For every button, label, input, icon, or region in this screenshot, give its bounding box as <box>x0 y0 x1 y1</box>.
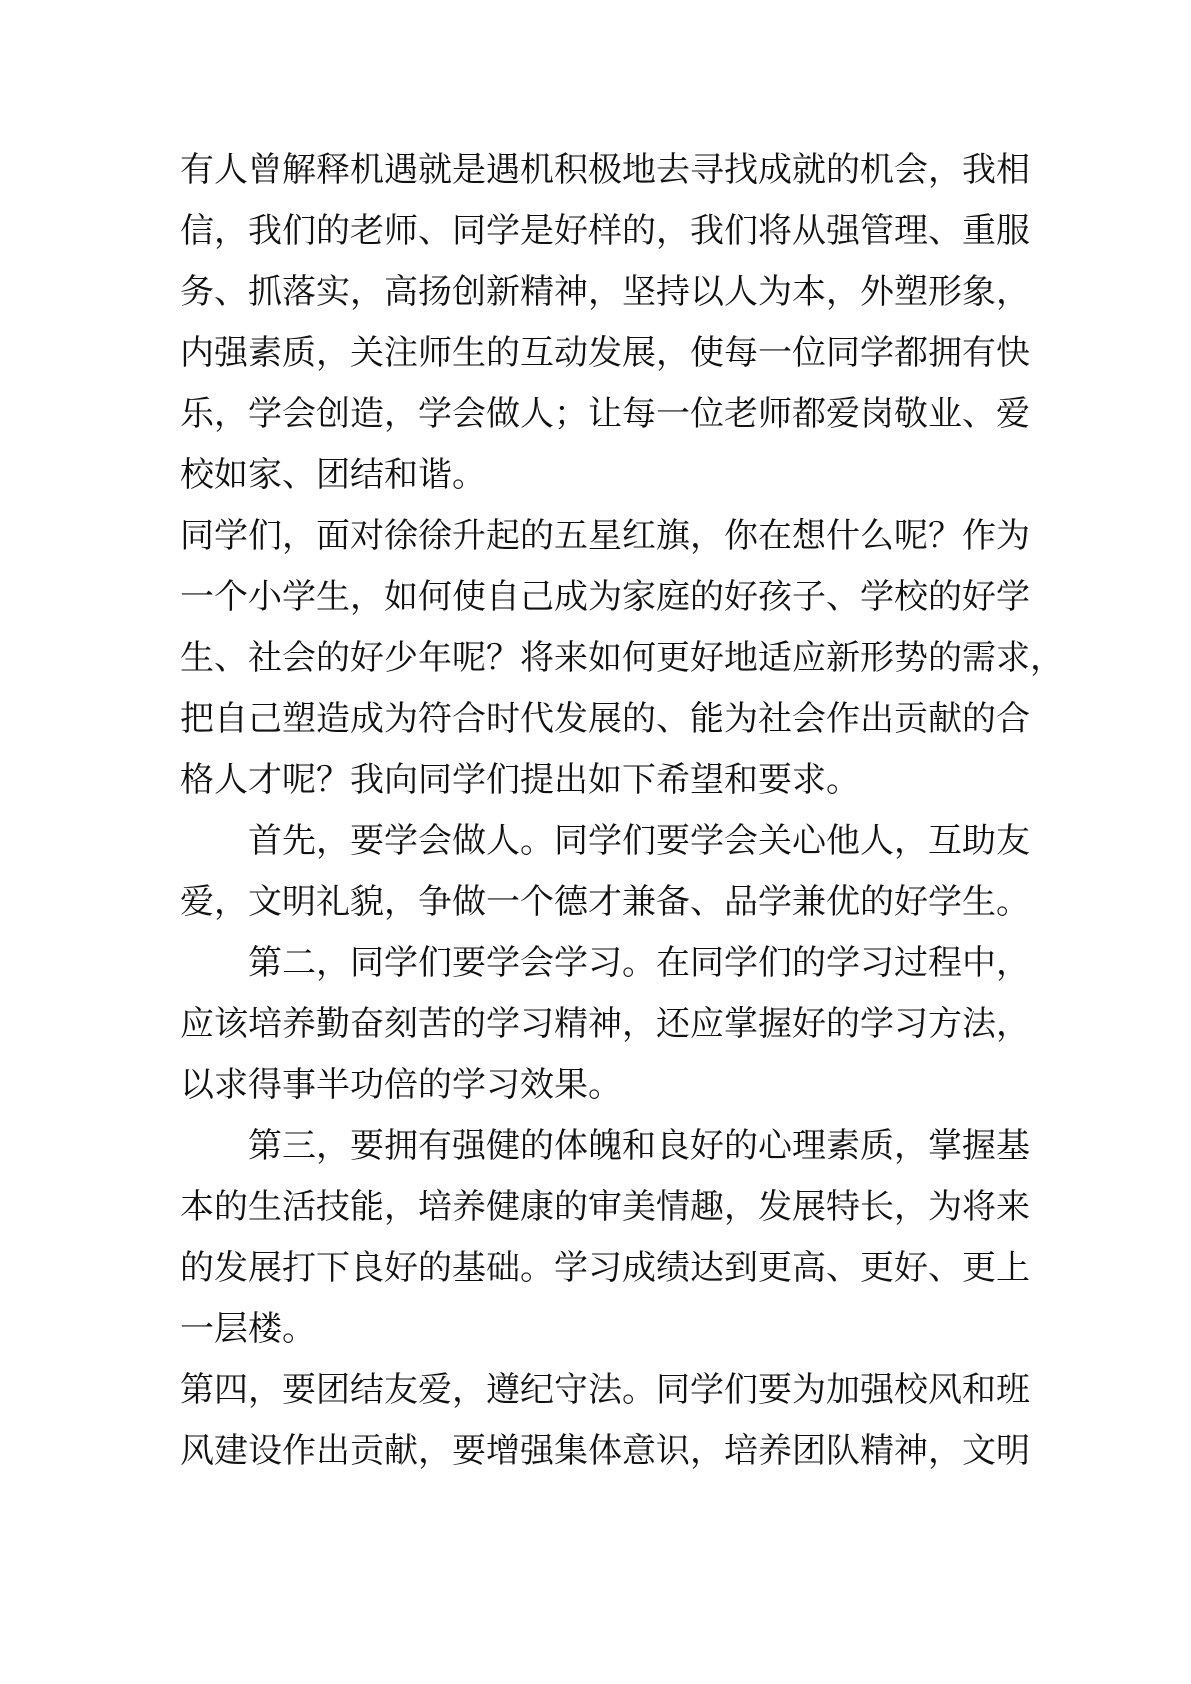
text-line-9: 生、社会的好少年呢？将来如何更好地适应新形势的需求， <box>180 638 1064 678</box>
text-line-2: 信，我们的老师、同学是好样的，我们将从强管理、重服 <box>180 211 1030 251</box>
document-body <box>180 140 1064 1482</box>
text-line-11: 格人才呢？我向同学们提出如下希望和要求。 <box>180 760 860 800</box>
text-line-4: 内强素质，关注师生的互动发展，使每一位同学都拥有快 <box>180 333 1030 373</box>
text-line-16: 以求得事半功倍的学习效果。 <box>180 1065 622 1105</box>
text-line-1: 有人曾解释机遇就是遇机积极地去寻找成就的机会，我相 <box>180 150 1030 190</box>
text-line-7: 同学们，面对徐徐升起的五星红旗，你在想什么呢？作为 <box>180 516 1030 556</box>
text-line-15: 应该培养勤奋刻苦的学习精神，还应掌握好的学习方法， <box>180 1004 1030 1044</box>
text-line-10: 把自己塑造成为符合时代发展的、能为社会作出贡献的合 <box>180 699 1030 739</box>
text-line-8: 一个小学生，如何使自己成为家庭的好孩子、学校的好学 <box>180 577 1030 617</box>
text-line-18: 本的生活技能，培养健康的审美情趣，发展特长，为将来 <box>180 1187 1030 1227</box>
text-line-13: 爱，文明礼貌，争做一个德才兼备、品学兼优的好学生。 <box>180 882 1030 922</box>
text-line-6: 校如家、团结和谐。 <box>180 455 486 495</box>
text-line-20: 一层楼。 <box>180 1309 316 1349</box>
text-line-19: 的发展打下良好的基础。学习成绩达到更高、更好、更上 <box>180 1248 1030 1288</box>
text-line-12: 首先，要学会做人。同学们要学会关心他人，互助友 <box>248 821 1030 861</box>
text-line-22: 风建设作出贡献，要增强集体意识，培养团队精神，文明 <box>180 1431 1030 1471</box>
text-line-14: 第二，同学们要学会学习。在同学们的学习过程中， <box>248 943 1030 983</box>
text-line-21: 第四，要团结友爱，遵纪守法。同学们要为加强校风和班 <box>180 1370 1030 1410</box>
text-line-5: 乐，学会创造，学会做人；让每一位老师都爱岗敬业、爱 <box>180 394 1030 434</box>
text-line-3: 务、抓落实，高扬创新精神，坚持以人为本，外塑形象， <box>180 272 1030 312</box>
text-line-17: 第三，要拥有强健的体魄和良好的心理素质，掌握基 <box>248 1126 1030 1166</box>
